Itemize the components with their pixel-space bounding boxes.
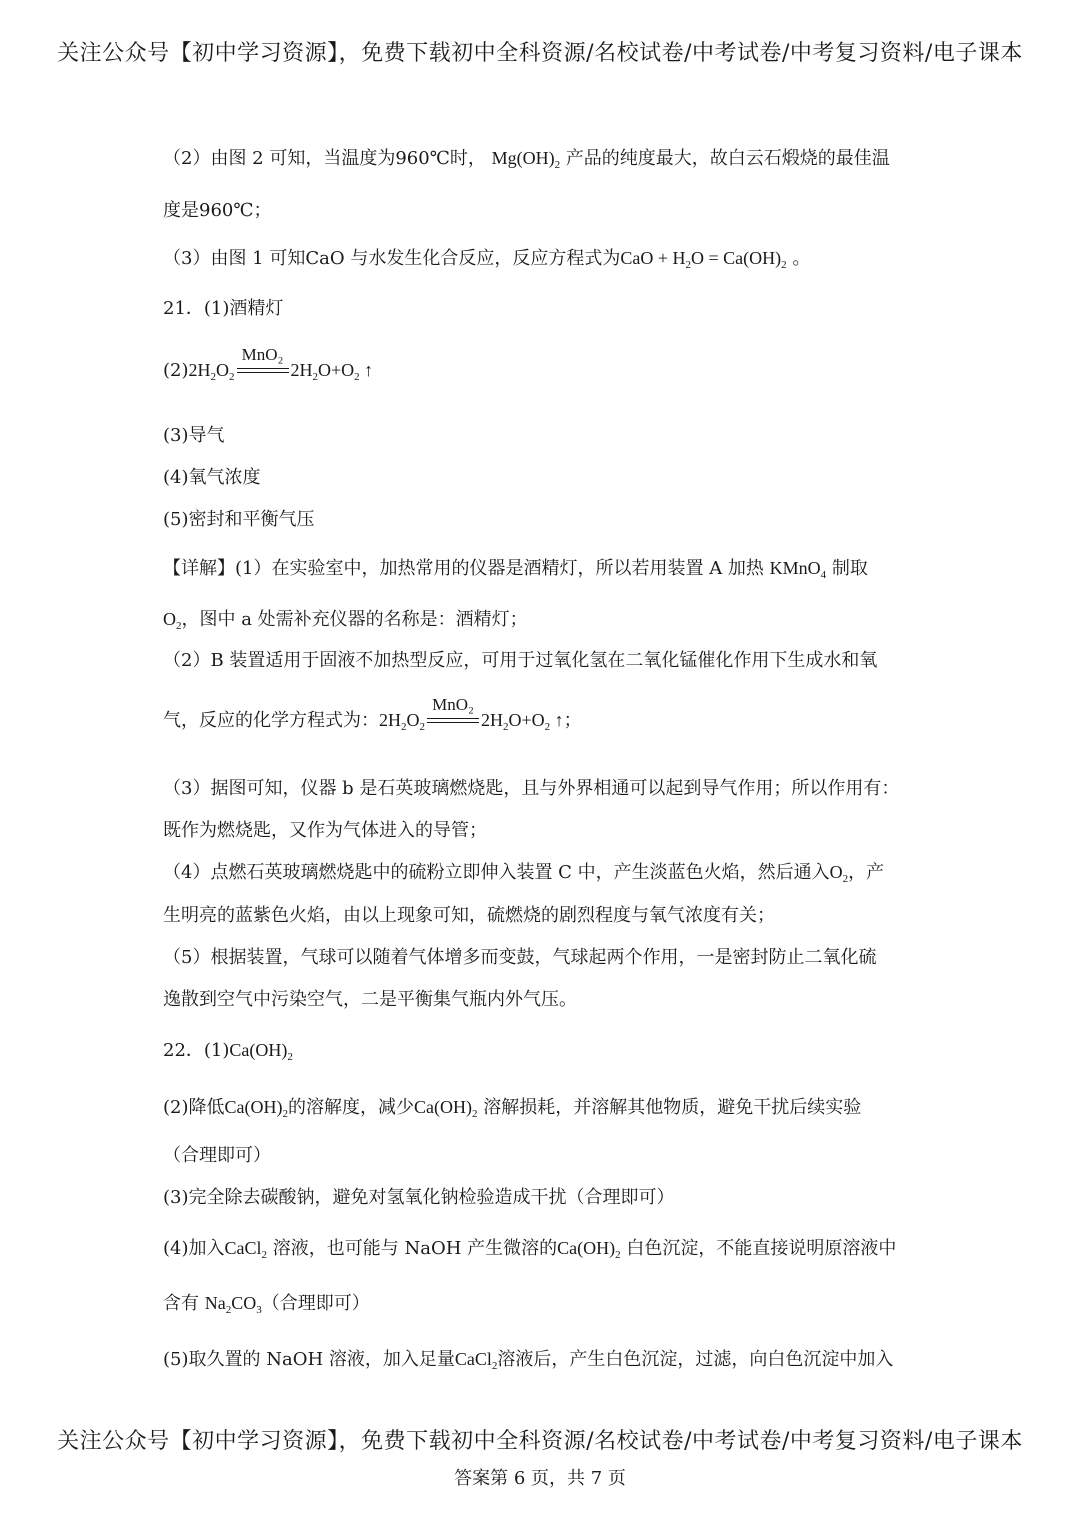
reaction-condition-arrow: MnO₂ [427, 713, 479, 729]
q20-part3-line: （3）由图 1 可知CaO 与水发生化合反应，反应方程式为CaO + $H_2O = Ca(OH)_2$ 。 [163, 248, 811, 271]
q21-detail-4-line2: 生明亮的蓝紫色火焰，由以上现象可知，硫燃烧的剧烈程度与氧气浓度有关； [163, 905, 775, 926]
q21-detail-2-line2: 气，反应的化学方程式为：$2H_2O_2$ MnO₂ $2H_2O+O_2$ ↑； [163, 694, 582, 733]
q21-detail-1-line1: 【详解】(1）在实验室中，加热常用的仪器是酒精灯，所以若用装置 A 加热 KMnO$_4$ 制取 [163, 558, 868, 581]
q22-answer-3: (3)完全除去碳酸钠，避免对氢氧化钠检验造成干扰（合理即可） [163, 1187, 675, 1208]
q22-answer-1: 22．$(1)Ca(OH)_2$ [163, 1040, 293, 1063]
q21-detail-3-line1: （3）据图可知，仪器 b 是石英玻璃燃烧匙，且与外界相通可以起到导气作用；所以作用有： [163, 778, 900, 799]
promo-banner-top: 关注公众号【初中学习资源】，免费下载初中全科资源/名校试卷/中考试卷/中考复习资料/电子课本 [57, 41, 1023, 66]
q21-detail-2-line1: （2）B 装置适用于固液不加热型反应，可用于过氧化氢在二氧化锰催化作用下生成水和氧 [163, 650, 878, 671]
q21-detail-5-line2: 逸散到空气中污染空气，二是平衡集气瓶内外气压。 [163, 989, 577, 1010]
q22-answer-5: (5)取久置的 NaOH 溶液，加入足量CaCl$_2$溶液后，产生白色沉淀，过滤，向白色沉淀中加入 [163, 1349, 894, 1372]
q21-answer-1: 21．(1)酒精灯 [163, 298, 284, 319]
q21-answer-2: $(2)2H_2O_2$ MnO₂ $2H_2O+O_2$ ↑ [163, 344, 374, 383]
promo-banner-bottom: 关注公众号【初中学习资源】，免费下载初中全科资源/名校试卷/中考试卷/中考复习资料/电子课本 [57, 1429, 1023, 1454]
q20-part2-line1: （2）由图 2 可知，当温度为960℃时， $Mg(OH)_2$ 产品的纯度最大，故白云石煅烧的最佳温 [163, 148, 890, 171]
q21-detail-3-line2: 既作为燃烧匙，又作为气体进入的导管； [163, 820, 487, 841]
q21-detail-1-line2: $O_2$，图中 a 处需补充仪器的名称是：酒精灯； [163, 609, 528, 632]
q20-part2-line2: 度是960℃； [163, 200, 272, 221]
q22-answer-2-line1: (2)降低$Ca(OH)_2$的溶解度，减少$Ca(OH)_2$ 溶解损耗，并溶解其他物质，避免干扰后续实验 [163, 1097, 862, 1120]
q21-answer-3: (3)导气 [163, 425, 225, 446]
q22-answer-4-line2: 含有 $Na_2CO_3$（合理即可） [163, 1293, 370, 1316]
q21-detail-5-line1: （5）根据装置，气球可以随着气体增多而变鼓，气球起两个作用，一是密封防止二氧化硫 [163, 947, 877, 968]
q21-answer-5: (5)密封和平衡气压 [163, 509, 315, 530]
reaction-condition-arrow: MnO₂ [237, 363, 289, 379]
q22-answer-2-line2: （合理即可） [163, 1145, 271, 1166]
q22-answer-4-line1: (4)加入CaCl$_2$ 溶液，也可能与 NaOH 产生微溶的$Ca(OH)_2$ 白色沉淀，不能直接说明原溶液中 [163, 1238, 897, 1261]
page-number: 答案第 6 页，共 7 页 [454, 1468, 626, 1489]
q21-answer-4: (4)氧气浓度 [163, 467, 261, 488]
q21-detail-4-line1: （4）点燃石英玻璃燃烧匙中的硫粉立即伸入装置 C 中，产生淡蓝色火焰，然后通入$O_2$，产 [163, 862, 885, 885]
